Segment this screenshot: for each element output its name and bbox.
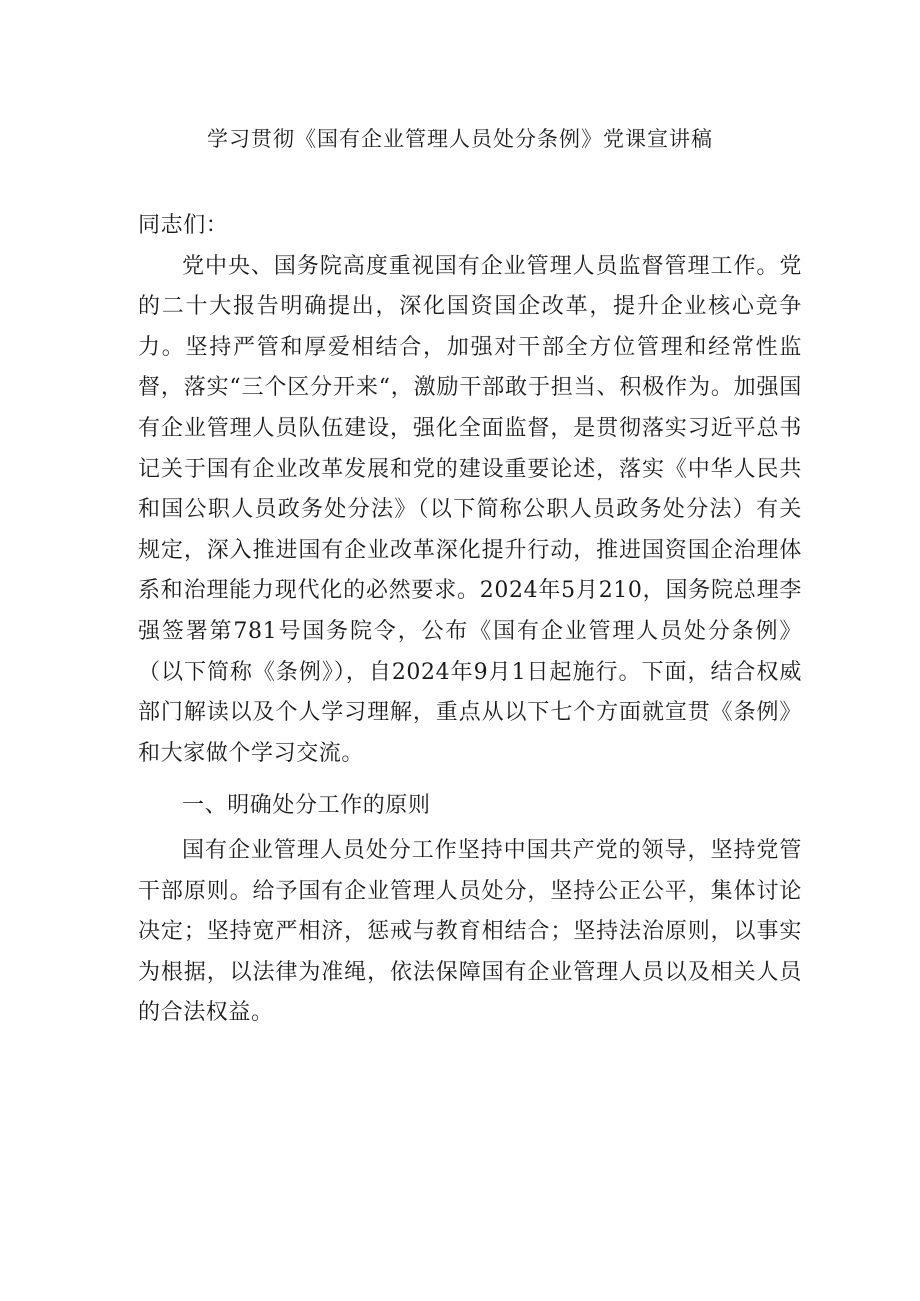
salutation: 同志们：: [138, 213, 229, 238]
section-heading-1: 一、明确处分工作的原则: [182, 793, 431, 819]
document-title: 学习贯彻《国有企业管理人员处分条例》党课宣讲稿: [207, 127, 713, 151]
intro-paragraph: 党中央、国务院高度重视国有企业管理人员监督管理工作。党的二十大报告明确提出，深化国资国企改革，提升企业核心竞争力。坚持严管和厚爱相结合，加强对干部全方位管理和经常性监督，落实“三个区分开来“，激励干部敢于担当、积极作为。加强国有企业管理人员队伍建设，强化全面监督，是贯彻落实习近平总书记关于国有企业改革发展和党的建设重要论述，落实《中华人民共和国公职人员政务处分法》（以下简称公职人员政务处分法）有关规定，深入推进国有企业改革深化提升行动，推进国资国企治理体系和治理能力现代化的必然要求。2024年5月210，国务院总理李强签署第781号国务院令，公布《国有企业管理人员处分条例》（以下简称《条例》），自2024年9月1日起施行。下面，结合权威部门解读以及个人学习理解，重点从以下七个方面就宣贯《条例》和大家做个学习交流。: [138, 253, 802, 766]
section-paragraph-1: 国有企业管理人员处分工作坚持中国共产党的领导，坚持党管干部原则。给予国有企业管理人员处分，坚持公正公平，集体讨论决定；坚持宽严相济，惩戒与教育相结合；坚持法治原则，以事实为根据，以法律为准绳，依法保障国有企业管理人员以及相关人员的合法权益。: [138, 837, 802, 1026]
document-body: [138, 206, 802, 1034]
